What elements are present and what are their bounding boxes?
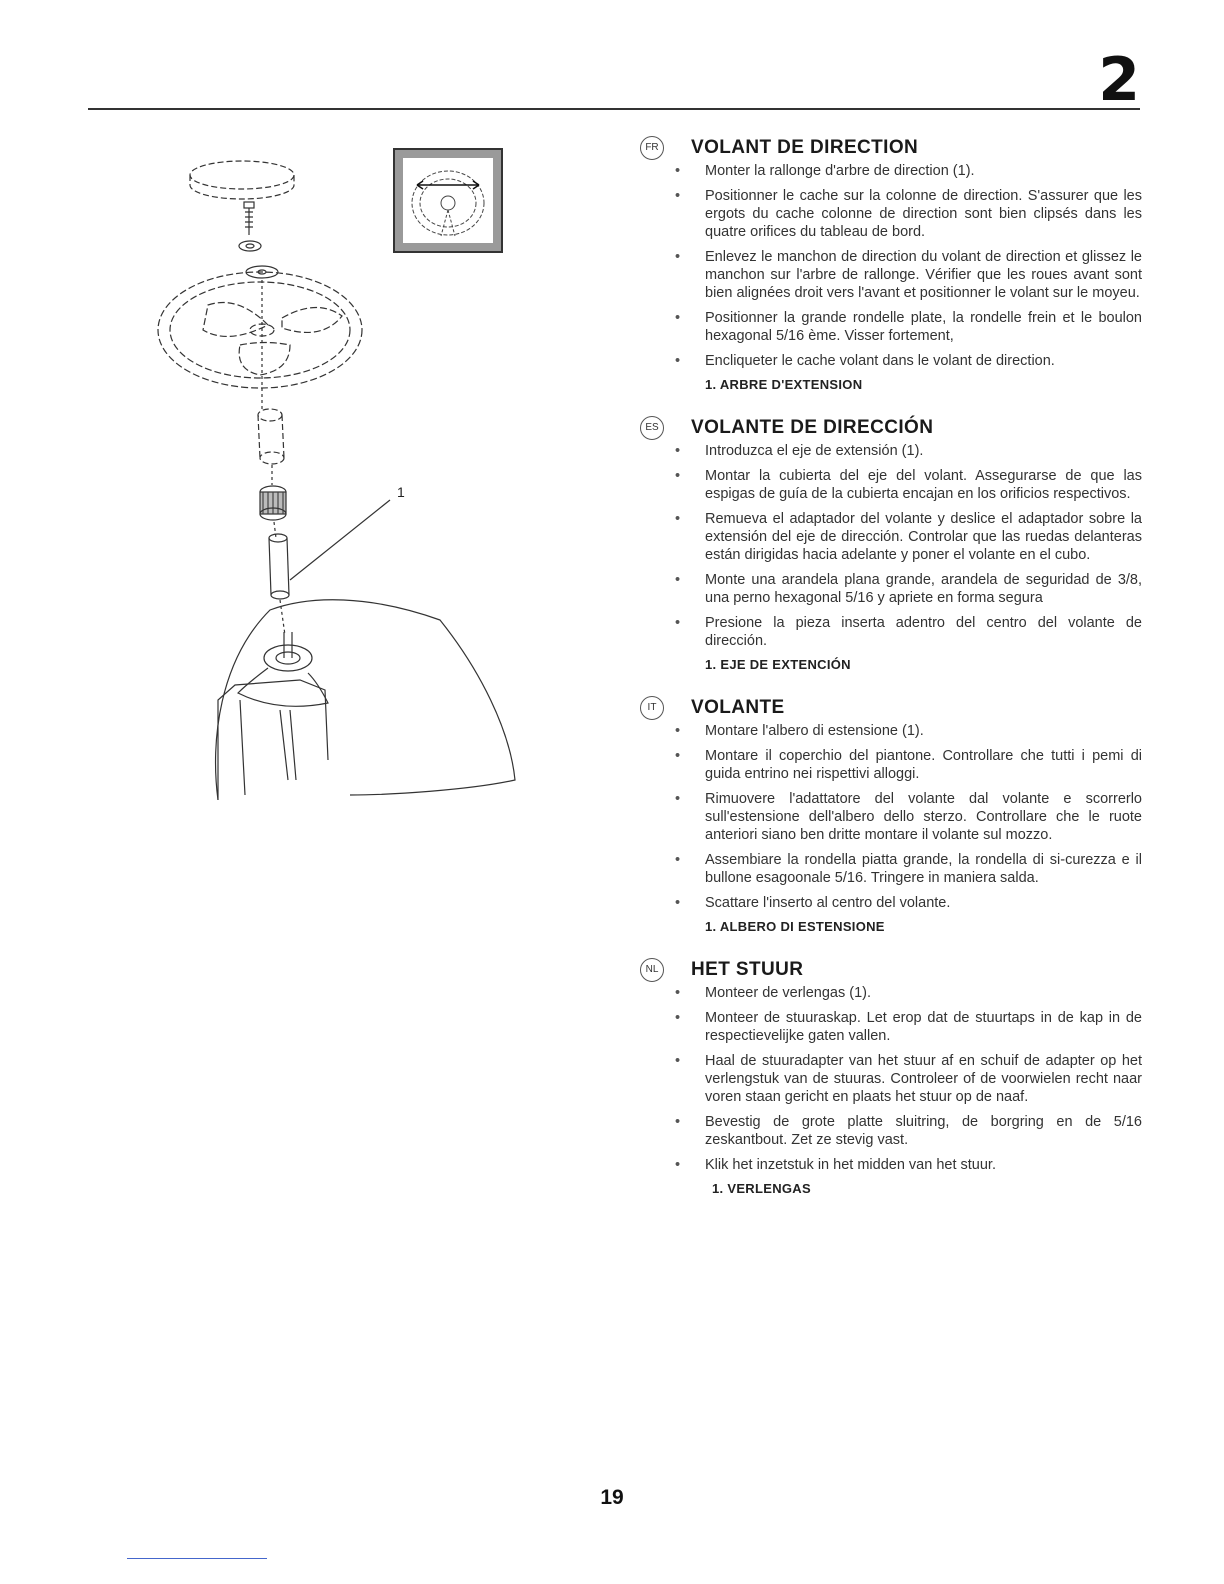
section-es bbox=[640, 412, 1142, 672]
list-item: • Monteer de verlengas (1). bbox=[705, 984, 1142, 1002]
section-it bbox=[640, 692, 1142, 934]
tractor-hood-icon bbox=[216, 600, 515, 800]
section-title: VOLANTE bbox=[691, 697, 785, 718]
list-item: • Bevestig de grote platte sluitring, de borgring en de 5/16 zeskantbout. Zet ze stevig vast. bbox=[705, 1113, 1142, 1149]
steering-cap-side bbox=[190, 175, 294, 199]
list-item: • Montare il coperchio del piantone. Controllare che tutti i pemi di guida entrino nei rispettivi alloggi. bbox=[705, 747, 1142, 783]
list-item: • Positionner la grande rondelle plate, la rondelle frein et le boulon hexagonal 5/16 ème. Visser fortement, bbox=[705, 309, 1142, 345]
figure-legend: 1. ARBRE D'EXTENSION bbox=[705, 377, 863, 392]
hex-bolt-icon bbox=[244, 202, 254, 235]
header-rule bbox=[88, 108, 1140, 110]
extension-shaft-icon bbox=[269, 534, 289, 599]
figure-legend: 1. VERLENGAS bbox=[712, 1181, 811, 1196]
instruction-list bbox=[640, 162, 1142, 370]
instruction-list bbox=[640, 722, 1142, 912]
steering-cap-icon bbox=[190, 161, 294, 189]
section-title: HET STUUR bbox=[691, 959, 804, 980]
list-item: • Monte una arandela plana grande, arandela de seguridad de 3/8, una perno hexagonal 5/16 y apriete en forma segura bbox=[705, 571, 1142, 607]
list-item: • Montare l'albero di estensione (1). bbox=[705, 722, 1142, 740]
instruction-list bbox=[640, 442, 1142, 650]
list-item: • Rimuovere l'adattatore del volante dal volante e scorrerlo sull'estensione dell'albero dello sterzo. Controllare che le ruote anteriori siano ben dritte montare il volante sul mozzo. bbox=[705, 790, 1142, 844]
language-badge-fr: FR bbox=[640, 136, 664, 160]
figure-legend: 1. ALBERO DI ESTENSIONE bbox=[705, 919, 885, 934]
steering-sleeve-icon bbox=[258, 409, 284, 464]
section-fr bbox=[640, 132, 1142, 392]
language-badge-nl: NL bbox=[640, 958, 664, 982]
instruction-list bbox=[640, 984, 1142, 1174]
list-item: • Introduzca el eje de extensión (1). bbox=[705, 442, 1142, 460]
list-item: • Monteer de stuuraskap. Let erop dat de stuurtaps in de kap in de respectievelijke gaten vallen. bbox=[705, 1009, 1142, 1045]
wheel-alignment-inset bbox=[393, 148, 503, 253]
section-nl bbox=[640, 954, 1142, 1196]
list-item: • Presione la pieza inserta adentro del centro del volante de dirección. bbox=[705, 614, 1142, 650]
callout-leader-line bbox=[290, 500, 390, 580]
steering-wheel-icon bbox=[158, 272, 362, 388]
language-badge-es: ES bbox=[640, 416, 664, 440]
language-badge-it: IT bbox=[640, 696, 664, 720]
list-item: • Montar la cubierta del eje del volant. Assegurarse de que las espigas de guía de la cubierta encajan en los orificios respectivos. bbox=[705, 467, 1142, 503]
steering-adapter-icon bbox=[260, 486, 286, 520]
chapter-number: 2 bbox=[1098, 45, 1140, 115]
list-item: • Remueva el adaptador del volante y deslice el adaptador sobre la extensión del eje de dirección. Controlar que las ruedas delanteras están dirigidas hacia adelante y poner el volante en el cubo. bbox=[705, 510, 1142, 564]
instructions-column bbox=[640, 132, 1142, 1216]
list-item: • Haal de stuuradapter van het stuur af en schuif de adapter op het verlengstuk van de stuuras. Controleer of de voorwielen recht naar voren staan gericht en plaats het stuur op de naaf. bbox=[705, 1052, 1142, 1106]
list-item: • Encliqueter le cache volant dans le volant de direction. bbox=[705, 352, 1142, 370]
section-title: VOLANTE DE DIRECCIÓN bbox=[691, 417, 934, 438]
list-item: • Positionner le cache sur la colonne de direction. S'assurer que les ergots du cache colonne de direction sont bien clipsés dans les quatre orifices du tableau de bord. bbox=[705, 187, 1142, 241]
footer-link-underline bbox=[127, 1558, 267, 1559]
callout-label-1: 1 bbox=[397, 484, 405, 500]
list-item: • Klik het inzetstuk in het midden van het stuur. bbox=[705, 1156, 1142, 1174]
list-item: • Monter la rallonge d'arbre de direction (1). bbox=[705, 162, 1142, 180]
lock-washer-icon bbox=[239, 241, 261, 251]
page-number: 19 bbox=[600, 1486, 624, 1509]
wheel-alignment-icon bbox=[403, 158, 493, 243]
section-title: VOLANT DE DIRECTION bbox=[691, 137, 919, 158]
figure-legend: 1. EJE DE EXTENCIÓN bbox=[705, 657, 851, 672]
list-item: • Assembiare la rondella piatta grande, la rondella di si-curezza e il bullone esagoonale 5/16. Tringere in maniera salda. bbox=[705, 851, 1142, 887]
list-item: • Scattare l'inserto al centro del volante. bbox=[705, 894, 1142, 912]
list-item: • Enlevez le manchon de direction du volant de direction et glissez le manchon sur l'arbre de rallonge. Vérifier que les roues avant sont bien alignées droit vers l'avant et positionner le volant sur le moyeu. bbox=[705, 248, 1142, 302]
